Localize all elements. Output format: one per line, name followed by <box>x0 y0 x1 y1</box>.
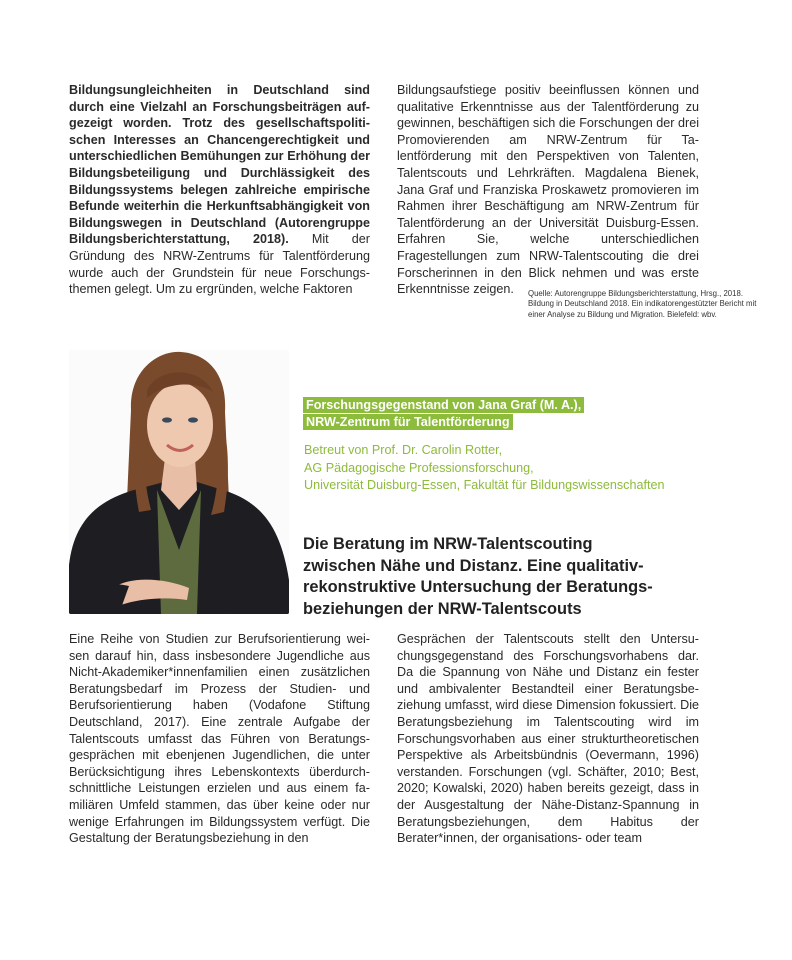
research-heading-line-1: Forschungsgegenstand von Jana Graf (M. A.), <box>303 397 584 413</box>
article-title-line-3: rekonstruktive Untersuchung der Beratungs- <box>303 578 653 597</box>
supervisor-info <box>304 442 724 495</box>
research-heading-line-2: NRW-Zentrum für Talentförderung <box>303 414 513 430</box>
supervisor-line-1: Betreut von Prof. Dr. Carolin Rotter, <box>304 443 503 457</box>
article-body-right <box>397 631 699 849</box>
intro-right-text: Bildungsaufstiege positiv beeinflussen können und qualitative Erkenntnisse aus der Talentförderung zu gewinnen, beschäftigen sich die Forschungen der drei Promovierenden am NRW-Zentrum für Talentförderung mit den Perspektiven von Talenten, Talentscouts und Lehrkräften. Magdalena Bienek, Jana Graf und Franziska Proskawetz promovieren im Rahmen ihrer Beschäftigung am NRW-Zentrum für Talentförderung an der Universität Duisburg-Essen. Erfahren Sie, welche unterschiedlichen Fragestellungen zum NRW-Talentscouting die drei Forscherinnen in den Blick nehmen und was erste Erkenntnisse zeigen. <box>397 83 699 297</box>
source-note: Quelle: Autorengruppe Bildungsberichterstattung, Hrsg., 2018. Bildung in Deutschland 2018. Ein indikatorengestützter Bericht mit einer Analyse zu Bildung und Migration. Bielefeld: wbv. <box>528 289 757 319</box>
article-body-left <box>69 631 370 849</box>
portrait-photo <box>69 350 289 614</box>
article-title-line-2: zwischen Nähe und Distanz. Eine qualitativ- <box>303 556 644 575</box>
intro-regular-text: Mit der Gründung des NRW-Zentrums für Talentförderung wurde auch der Grundstein für neue Forschungsthemen gelegt. Um zu ergründen, welche Faktoren <box>69 232 370 297</box>
intro-left-column <box>69 82 370 298</box>
article-title-line-1: Die Beratung im NRW-Talentscouting <box>303 535 593 553</box>
supervisor-line-2: AG Pädagogische Professionsforschung, <box>304 460 534 475</box>
article-body-left-text: Eine Reihe von Studien zur Berufsorientierung weisen darauf hin, dass insbesondere Jugendliche aus Nicht-Akademiker*innenfamilien einen zusätzlichen Beratungsbedarf im Prozess der Studien- und Berufsorientierung haben (Vodafone Stiftung Deutschland, 2017). Eine zentrale Aufgabe der Talentscouts umfasst das Führen von Beratungsgesprächen mit ebenjenen Jugendlichen, die unter Berücksichtigung ihres Lebenskontexts überdurchschnittliche Leistungen erzielen und aus einem familiären Umfeld stammen, das über keine oder nur wenige Erfahrungen im Bildungssystem verfügt. Die Gestaltung der Beratungsbeziehung in den <box>69 632 370 846</box>
supervisor-line-3: Universität Duisburg-Essen, Fakultät für Bildungswissenschaften <box>304 478 665 492</box>
intro-bold-text: Bildungsungleichheiten in Deutschland sind durch eine Vielzahl an Forschungsbeiträgen aufgezeigt worden. Trotz des gesellschaftspolitischen Interesses an Chancengerechtigkeit und unterschiedlichen Bemühungen zur Erhöhung der Bildungsbeteiligung und Durchlässigkeit des Bildungssystems belegen zahlreiche empirische Befunde weiterhin die Herkunftsabhängigkeit von Bildungswegen in Deutschland (Autorengruppe Bildungsberichterstattung, 2018). <box>69 83 370 247</box>
research-heading <box>303 397 633 431</box>
article-title <box>303 534 703 620</box>
article-body-right-text: Gesprächen der Talentscouts stellt den Untersuchungsgegenstand des Forschungsvorhabens dar. Da die Spannung von Nähe und Distanz ein fester und ambivalenter Bestandteil einer Beratungsbeziehung umfasst, wird diese Dimension fokussiert. Die Beratungsbeziehung im Talentscouting wird im Forschungsvorhaben aus einer strukturtheoretischen Perspektive als Arbeitsbündnis (Oevermann, 1996) verstanden. Forschungen (vgl. Schäfter, 2010; Best, 2020; Kowalski, 2020) haben bereits gezeigt, dass in der Ausgestaltung der Nähe-Distanz-Spannung in Beratungsbeziehungen, dem Habitus der Berater*innen, der organisations- oder team <box>397 632 699 846</box>
article-title-line-4: beziehungen der NRW-Talentscouts <box>303 599 582 618</box>
intro-right-column <box>397 82 699 298</box>
